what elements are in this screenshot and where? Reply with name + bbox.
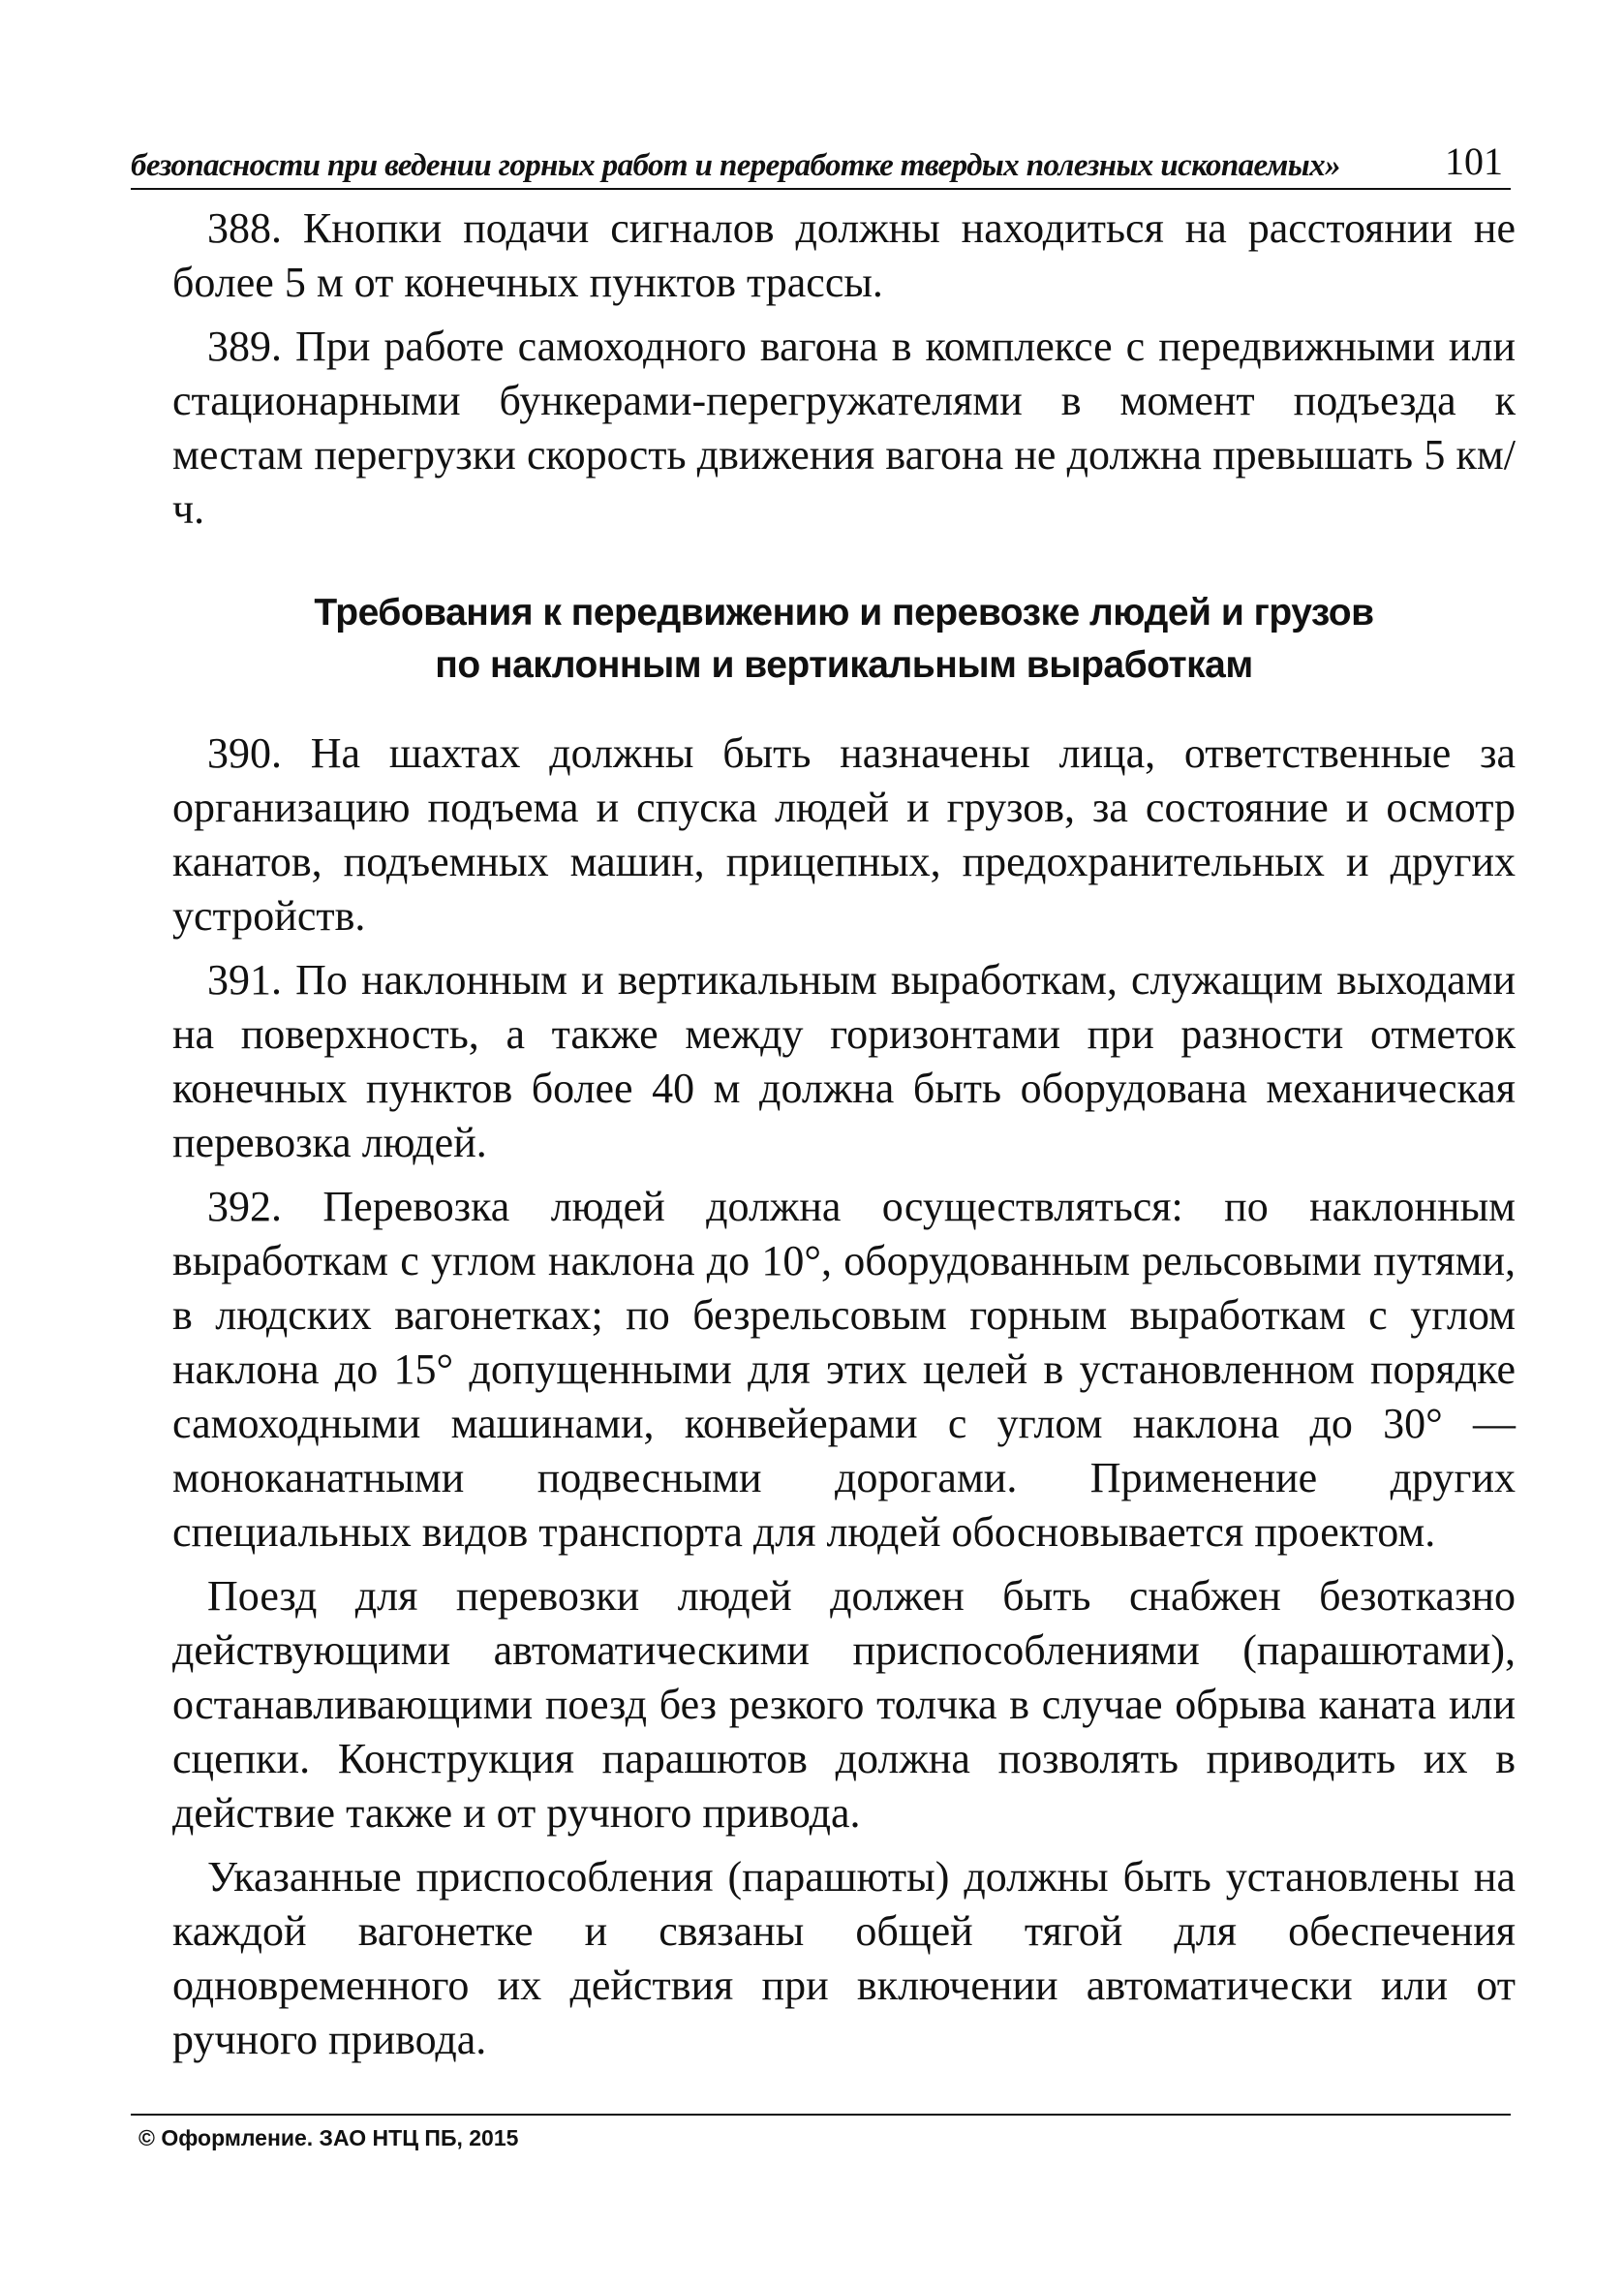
running-title: безопасности при ведении горных работ и переработке твердых полезных ископаемых» xyxy=(131,148,1340,183)
section-heading-line-1: Требования к передвижению и перевозке людей и грузов xyxy=(314,592,1374,634)
paragraph-390: 390. На шахтах должны быть назначены лица, ответственные за организацию подъема и спуска людей и грузов, за состояние и осмотр канатов, подъемных машин, прицепных, предохранительных и других устройств. xyxy=(172,729,1516,940)
copyright-notice: © Оформление. ЗАО НТЦ ПБ, 2015 xyxy=(138,2125,519,2150)
section-heading-line-2: по наклонным и вертикальным выработкам xyxy=(435,644,1253,686)
paragraph-388: 388. Кнопки подачи сигналов должны находиться на расстоянии не более 5 м от конечных пунктов трассы. xyxy=(172,204,1516,306)
page-number: 101 xyxy=(1445,139,1503,183)
paragraph-train-parachutes: Поезд для перевозки людей должен быть снабжен безотказно действующими автоматическими приспособлениями (парашютами), останавливающими поезд без резкого толчка в случае обрыва каната или сцепки. Конструкция парашютов должна позволять приводить их в действие также и от ручного привода. xyxy=(172,1572,1516,1837)
paragraph-389: 389. При работе самоходного вагона в комплексе с передвижными или стационарными бункерами-перегружателями в момент подъезда к местам перегрузки скорость движения вагона не должна превышать 5 км/ч. xyxy=(172,323,1516,533)
page-footer xyxy=(131,2114,1511,2151)
section-heading xyxy=(172,587,1516,692)
body-text xyxy=(172,201,1516,2077)
paragraph-parachute-installation: Указанные приспособления (парашюты) должны быть установлены на каждой вагонетке и связаны общей тягой для обеспечения одновременного их действия при включении автоматически или от ручного привода. xyxy=(172,1853,1516,2063)
running-header xyxy=(131,136,1511,190)
paragraph-392: 392. Перевозка людей должна осуществляться: по наклонным выработкам с углом наклона до 10°, оборудованным рельсовыми путями, в людских вагонетках; по безрельсовым горным выработкам с углом наклона до 15° допущенными для этих целей в установленном порядке самоходными машинами, конвейерами с углом наклона до 30° — моноканатными подвесными дорогами. Применение других специальных видов транспорта для людей обосновывается проектом. xyxy=(172,1183,1516,1556)
paragraph-391: 391. По наклонным и вертикальным выработкам, служащим выходами на поверхность, а также между горизонтами при разности отметок конечных пунктов более 40 м должна быть оборудована механическая перевозка людей. xyxy=(172,956,1516,1166)
